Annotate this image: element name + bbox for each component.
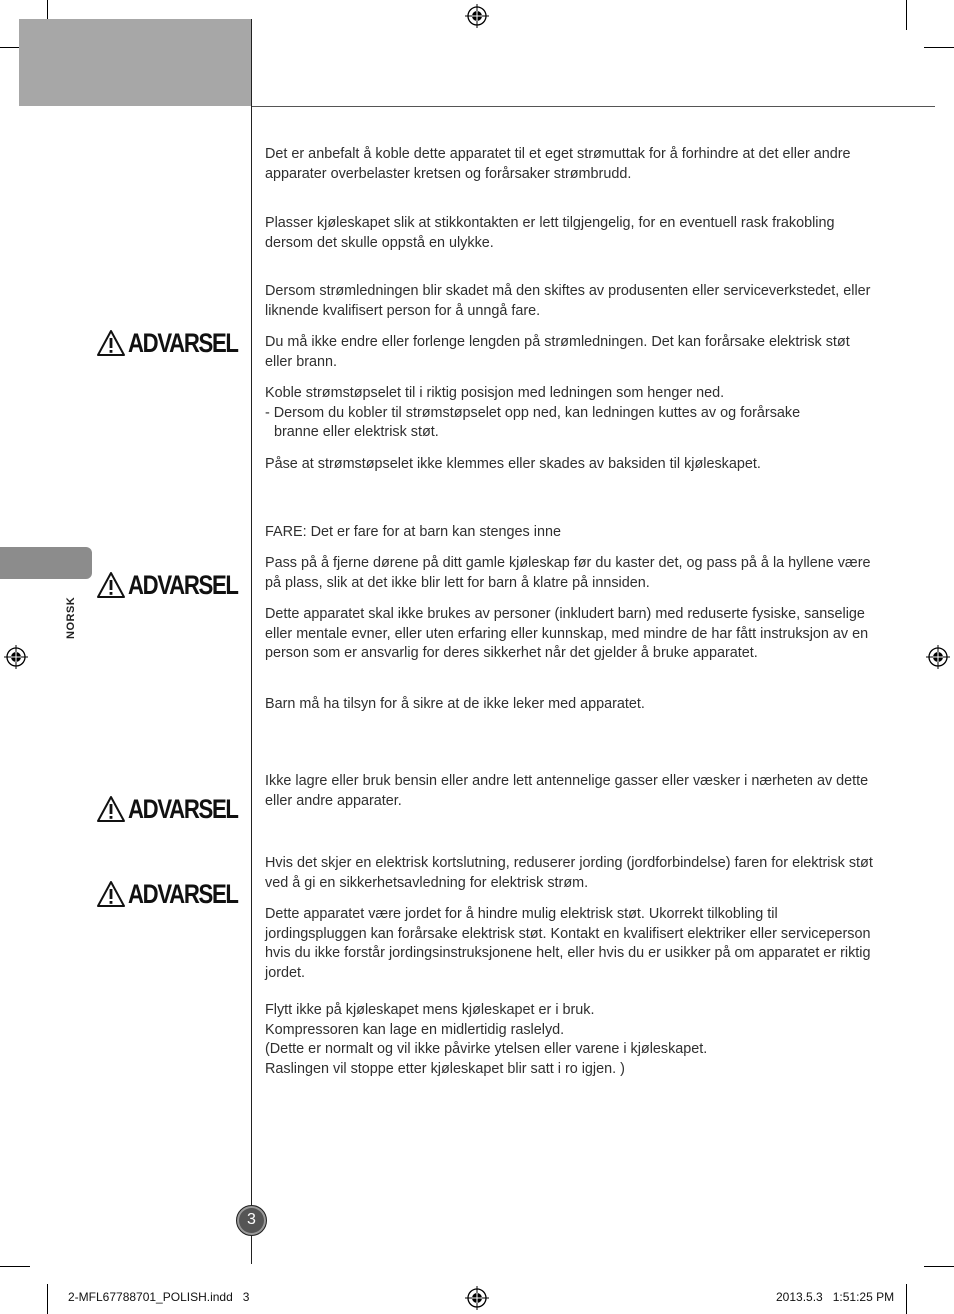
- paragraph-line: Koble strømstøpselet til i riktig posisjon med ledningen som henger ned.: [265, 385, 725, 401]
- page-number: 3: [236, 1205, 267, 1236]
- paragraph: [265, 1001, 875, 1079]
- language-label: NORSK: [65, 596, 77, 639]
- paragraph: Barn må ha tilsyn for å sikre at de ikke leker med apparatet.: [265, 696, 645, 712]
- paragraph: Dette apparatet skal ikke brukes av personer (inkludert barn) med reduserte fysiske, sanselige eller mentale evner, eller uten erfaring eller kunnskap, med mindre de har fått instruksjon av en person som er ansvarlig for deres sikkerhet når det gjelder å bruke apparatet.: [265, 606, 869, 662]
- crop-mark: [924, 1266, 954, 1267]
- paragraph-line: Kompressoren kan lage en midlertidig raslelyd.: [265, 1021, 565, 1038]
- paragraph: Det er anbefalt å koble dette apparatet til et eget strømuttak for å forhindre at det eller andre apparater overbelaster kretsen og forårsaker strømbrudd.: [265, 146, 851, 182]
- registration-mark-icon: [926, 645, 950, 669]
- footer-timestamp: 2013.5.3 1:51:25 PM: [776, 1290, 895, 1304]
- crop-mark: [0, 1266, 30, 1267]
- crop-mark: [906, 1284, 907, 1314]
- paragraph: Dette apparatet være jordet for å hindre mulig elektrisk støt. Ukorrekt tilkobling til jordingspluggen kan forårsake elektrisk støt. Kontakt en kvalifisert elektriker eller serviceperson hvis du ikke forstår jordingsinstruksjonene helt, eller hvis du er usikker på om apparatet er riktig jordet.: [265, 906, 871, 981]
- paragraph: Hvis det skjer en elektrisk kortslutning, reduserer jording (jordforbindelse) faren for elektrisk støt ved å gi en sikkerhetsavledning for elektrisk strøm.: [265, 855, 873, 891]
- warning-label: [96, 569, 262, 601]
- registration-mark-icon: [465, 4, 489, 28]
- warning-text: ADVARSEL: [128, 570, 238, 600]
- paragraph: Pass på å fjerne dørene på ditt gamle kjøleskap før du kaster det, og pass på å la hyllene være på plass, slik at det ikke blir lett for barn å klatre på innsiden.: [265, 555, 871, 591]
- warning-text: ADVARSEL: [128, 794, 238, 824]
- footer-file-name: 2-MFL67788701_POLISH.indd 3: [68, 1290, 250, 1304]
- crop-mark: [906, 0, 907, 30]
- registration-mark-icon: [4, 645, 28, 669]
- paragraph-line: branne eller elektrisk støt.: [274, 424, 439, 441]
- header-block: [19, 19, 251, 106]
- paragraph-line: (Dette er normalt og vil ikke påvirke ytelsen eller varene i kjøleskapet.: [265, 1041, 708, 1058]
- paragraph-line: - Dersom du kobler til strømstøpselet opp ned, kan ledningen kuttes av og forårsake: [265, 404, 801, 421]
- registration-mark-icon: [465, 1286, 489, 1310]
- warning-text: ADVARSEL: [128, 328, 238, 358]
- warning-text: ADVARSEL: [128, 879, 238, 909]
- column-divider: [251, 19, 252, 1264]
- paragraph-line: Flytt ikke på kjøleskapet mens kjøleskapet er i bruk.: [265, 1002, 595, 1018]
- paragraph-line: Raslingen vil stoppe etter kjøleskapet blir satt i ro igjen. ): [265, 1060, 625, 1077]
- language-tab: [0, 547, 92, 579]
- paragraph: Dersom strømledningen blir skadet må den skiftes av produsenten eller serviceverkstedet, eller liknende kvalifisert person for å unngå fare.: [265, 283, 871, 319]
- paragraph: Påse at strømstøpselet ikke klemmes eller skades av baksiden til kjøleskapet.: [265, 456, 761, 472]
- warning-label: [96, 327, 262, 359]
- paragraph: Plasser kjøleskapet slik at stikkontakten er lett tilgjengelig, for en eventuell rask frakobling dersom det skulle oppstå en ulykke.: [265, 215, 835, 251]
- warning-label: [96, 878, 262, 910]
- paragraph: Du må ikke endre eller forlenge lengden på strømledningen. Det kan forårsake elektrisk støt eller brann.: [265, 334, 850, 370]
- paragraph: [265, 384, 875, 443]
- crop-mark: [47, 1284, 48, 1314]
- header-rule: [251, 106, 935, 107]
- warning-triangle-icon: [96, 571, 126, 599]
- warning-triangle-icon: [96, 795, 126, 823]
- warning-triangle-icon: [96, 329, 126, 357]
- warning-label: [96, 793, 262, 825]
- crop-mark: [924, 47, 954, 48]
- warning-triangle-icon: [96, 880, 126, 908]
- paragraph: FARE: Det er fare for at barn kan stenges inne: [265, 524, 561, 540]
- paragraph: Ikke lagre eller bruk bensin eller andre lett antennelige gasser eller væsker i nærheten av dette eller andre apparater.: [265, 773, 869, 809]
